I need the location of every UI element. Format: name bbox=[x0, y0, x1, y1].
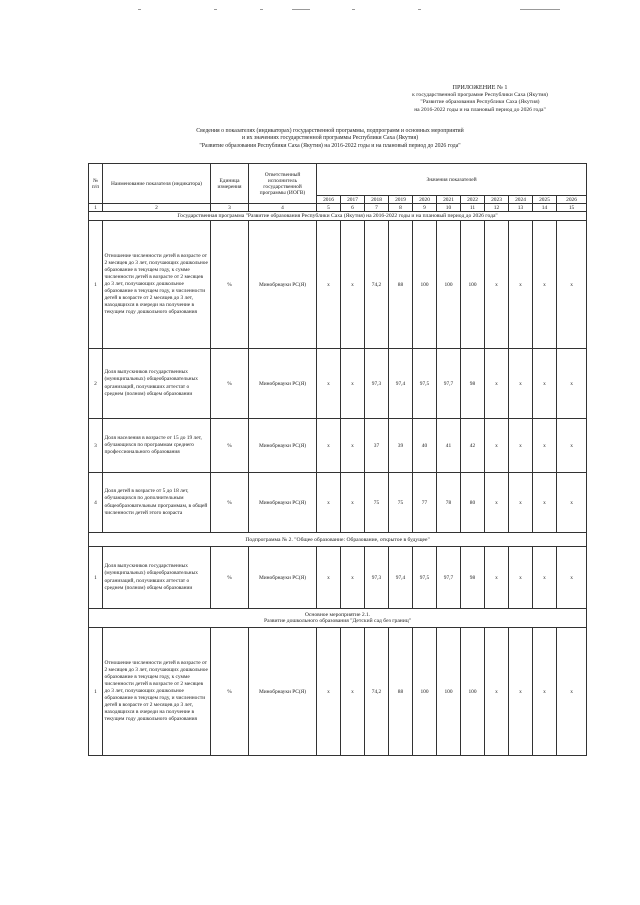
table-row bbox=[89, 547, 587, 609]
indicator-name: Доля выпускников государственных (муниципальных) общеобразовательных организаций, получивших аттестат о среднем (полном) общем образовании bbox=[103, 547, 211, 609]
unit-cell: % bbox=[211, 473, 249, 533]
header-executor: Ответственный исполнитель государственной программы (ИОГВ) bbox=[249, 164, 317, 204]
unit-cell: % bbox=[211, 547, 249, 609]
column-number: 12 bbox=[485, 204, 509, 212]
scan-noise bbox=[0, 9, 640, 11]
value-cell: х bbox=[485, 221, 509, 349]
section-heading bbox=[89, 533, 587, 547]
value-cell: х bbox=[557, 221, 587, 349]
section-heading-text: Подпрограмма № 2. "Общее образование: Образование, открытое в будущее" bbox=[245, 536, 430, 543]
year-header: 2026 bbox=[557, 196, 587, 204]
document-title bbox=[120, 128, 540, 150]
executor-cell: Минобрнауки РС(Я) bbox=[249, 221, 317, 349]
column-number: 10 bbox=[437, 204, 461, 212]
executor-cell: Минобрнауки РС(Я) bbox=[249, 473, 317, 533]
value-cell: х bbox=[509, 473, 533, 533]
value-cell: х bbox=[317, 221, 341, 349]
value-cell: 100 bbox=[437, 628, 461, 756]
column-number: 3 bbox=[211, 204, 249, 212]
title-line: Сведения о показателях (индикаторах) государственной программы, подпрограмм и основных мероприятий bbox=[196, 128, 464, 134]
year-header: 2020 bbox=[413, 196, 437, 204]
appendix-number: ПРИЛОЖЕНИЕ № 1 bbox=[452, 84, 508, 91]
title-line: "Развитие образования Республики Саха (Якутия) на 2016-2022 годы и на плановый период до 2026 года" bbox=[199, 142, 461, 149]
value-cell: 100 bbox=[413, 221, 437, 349]
value-cell: х bbox=[317, 628, 341, 756]
value-cell: 100 bbox=[461, 628, 485, 756]
table-row bbox=[89, 473, 587, 533]
section-heading-text: Развитие дошкольного образования "Детский сад без границ" bbox=[264, 618, 412, 624]
value-cell: 98 bbox=[461, 547, 485, 609]
year-header: 2019 bbox=[389, 196, 413, 204]
value-cell: х bbox=[317, 547, 341, 609]
value-cell: х bbox=[317, 473, 341, 533]
value-cell: х bbox=[557, 628, 587, 756]
appendix-line: "Развитие образования Республики Саха (Якутия) bbox=[420, 99, 540, 106]
table-row bbox=[89, 419, 587, 473]
value-cell: 97,4 bbox=[389, 547, 413, 609]
unit-cell: % bbox=[211, 628, 249, 756]
value-cell: х bbox=[509, 547, 533, 609]
value-cell: х bbox=[533, 628, 557, 756]
value-cell: х bbox=[341, 628, 365, 756]
header-values: Значения показателей bbox=[317, 164, 587, 196]
column-number: 2 bbox=[103, 204, 211, 212]
header-num: № п/п bbox=[89, 164, 103, 204]
value-cell: х bbox=[317, 349, 341, 419]
year-header: 2025 bbox=[533, 196, 557, 204]
indicator-name: Отношение численности детей в возрасте от 2 месяцев до 3 лет, получающих дошкольное образование в текущем году, к сумме численности детей в возрасте от 2 месяцев до 3 лет, получающих дошкольное образование в текущем году, и численности детей в возрасте от 2 месяцев до 3 лет, находящихся в очереди на получение в текущем году дошкольного образования bbox=[103, 628, 211, 756]
year-header: 2022 bbox=[461, 196, 485, 204]
title-line: и их значениях государственной программы Республики Саха (Якутия) bbox=[241, 135, 419, 142]
indicator-name: Доля населения в возрасте от 15 до 19 лет, обучающихся по программам среднего профессионального образования bbox=[103, 419, 211, 473]
executor-cell: Минобрнауки РС(Я) bbox=[249, 628, 317, 756]
row-number: 2 bbox=[89, 349, 103, 419]
value-cell: 39 bbox=[389, 419, 413, 473]
value-cell: х bbox=[509, 349, 533, 419]
value-cell: 78 bbox=[437, 473, 461, 533]
value-cell: 97,3 bbox=[365, 349, 389, 419]
year-header: 2024 bbox=[509, 196, 533, 204]
value-cell: х bbox=[557, 473, 587, 533]
table-row bbox=[89, 628, 587, 756]
year-header: 2023 bbox=[485, 196, 509, 204]
value-cell: 100 bbox=[413, 628, 437, 756]
year-header: 2016 bbox=[317, 196, 341, 204]
unit-cell: % bbox=[211, 419, 249, 473]
value-cell: х bbox=[485, 628, 509, 756]
value-cell: 100 bbox=[461, 221, 485, 349]
indicator-name: Отношение численности детей в возрасте от 2 месяцев до 3 лет, получающих дошкольное образование в текущем году, к сумме численности детей в возрасте от 2 месяцев до 3 лет, получающих дошкольное образование в текущем году, и численности детей в возрасте от 2 месяцев до 3 лет, находящихся в очереди на получение в текущем году дошкольного образования bbox=[103, 221, 211, 349]
executor-cell: Минобрнауки РС(Я) bbox=[249, 419, 317, 473]
value-cell: 97,7 bbox=[437, 349, 461, 419]
column-number: 13 bbox=[509, 204, 533, 212]
column-number: 5 bbox=[317, 204, 341, 212]
value-cell: 74,2 bbox=[365, 628, 389, 756]
header-name: Наименование показателя (индикатора) bbox=[103, 164, 211, 204]
value-cell: х bbox=[557, 419, 587, 473]
value-cell: х bbox=[533, 349, 557, 419]
column-number: 9 bbox=[413, 204, 437, 212]
value-cell: х bbox=[485, 419, 509, 473]
year-header: 2021 bbox=[437, 196, 461, 204]
value-cell: х bbox=[341, 419, 365, 473]
column-number: 6 bbox=[341, 204, 365, 212]
value-cell: х bbox=[485, 473, 509, 533]
column-number: 14 bbox=[533, 204, 557, 212]
value-cell: 80 bbox=[461, 473, 485, 533]
appendix-header bbox=[380, 84, 580, 114]
value-cell: х bbox=[317, 419, 341, 473]
value-cell: 75 bbox=[389, 473, 413, 533]
value-cell: 100 bbox=[437, 221, 461, 349]
row-number: 3 bbox=[89, 419, 103, 473]
value-cell: х bbox=[533, 221, 557, 349]
section-heading bbox=[89, 212, 587, 221]
column-number: 8 bbox=[389, 204, 413, 212]
value-cell: х bbox=[557, 349, 587, 419]
row-number: 1 bbox=[89, 547, 103, 609]
table-row bbox=[89, 349, 587, 419]
value-cell: 37 bbox=[365, 419, 389, 473]
row-number: 1 bbox=[89, 221, 103, 349]
indicators-table bbox=[88, 163, 587, 756]
value-cell: 40 bbox=[413, 419, 437, 473]
indicator-name: Доля детей в возрасте от 5 до 18 лет, обучающихся по дополнительным общеобразовательным программам, в общей численности детей этого возраста bbox=[103, 473, 211, 533]
section-heading bbox=[89, 609, 587, 628]
value-cell: 41 bbox=[437, 419, 461, 473]
column-number: 4 bbox=[249, 204, 317, 212]
row-number: 1 bbox=[89, 628, 103, 756]
value-cell: х bbox=[509, 419, 533, 473]
value-cell: 42 bbox=[461, 419, 485, 473]
row-number: 4 bbox=[89, 473, 103, 533]
value-cell: х bbox=[485, 547, 509, 609]
value-cell: 75 bbox=[365, 473, 389, 533]
value-cell: 97,5 bbox=[413, 349, 437, 419]
value-cell: х bbox=[509, 628, 533, 756]
value-cell: 97,7 bbox=[437, 547, 461, 609]
unit-cell: % bbox=[211, 349, 249, 419]
value-cell: х bbox=[509, 221, 533, 349]
appendix-line: на 2016-2022 годы и на плановый период до 2026 года" bbox=[414, 106, 546, 113]
value-cell: 77 bbox=[413, 473, 437, 533]
value-cell: 97,3 bbox=[365, 547, 389, 609]
value-cell: х bbox=[341, 349, 365, 419]
column-number: 11 bbox=[461, 204, 485, 212]
section-heading-text: Государственная программа "Развитие образования Республики Саха (Якутия) на 2016-2022 годы и на плановый период до 2026 года" bbox=[177, 213, 498, 219]
indicator-name: Доля выпускников государственных (муниципальных) общеобразовательных организаций, получивших аттестат о среднем (полном) общем образовании bbox=[103, 349, 211, 419]
column-number: 1 bbox=[89, 204, 103, 212]
value-cell: х bbox=[341, 221, 365, 349]
unit-cell: % bbox=[211, 221, 249, 349]
year-header: 2017 bbox=[341, 196, 365, 204]
value-cell: 88 bbox=[389, 221, 413, 349]
value-cell: х bbox=[341, 473, 365, 533]
column-number: 7 bbox=[365, 204, 389, 212]
table-row bbox=[89, 221, 587, 349]
appendix-line: к государственной программе Республики Саха (Якутия) bbox=[412, 91, 548, 98]
column-number: 15 bbox=[557, 204, 587, 212]
value-cell: 98 bbox=[461, 349, 485, 419]
value-cell: 74,2 bbox=[365, 221, 389, 349]
header-unit: Единица измерения bbox=[211, 164, 249, 204]
value-cell: х bbox=[533, 473, 557, 533]
value-cell: 88 bbox=[389, 628, 413, 756]
executor-cell: Минобрнауки РС(Я) bbox=[249, 349, 317, 419]
section-heading-text: Основное мероприятие 2.1. bbox=[304, 612, 371, 618]
executor-cell: Минобрнауки РС(Я) bbox=[249, 547, 317, 609]
value-cell: 97,4 bbox=[389, 349, 413, 419]
value-cell: х bbox=[485, 349, 509, 419]
value-cell: 97,5 bbox=[413, 547, 437, 609]
year-header: 2018 bbox=[365, 196, 389, 204]
value-cell: х bbox=[533, 419, 557, 473]
value-cell: х bbox=[557, 547, 587, 609]
value-cell: х bbox=[533, 547, 557, 609]
value-cell: х bbox=[341, 547, 365, 609]
